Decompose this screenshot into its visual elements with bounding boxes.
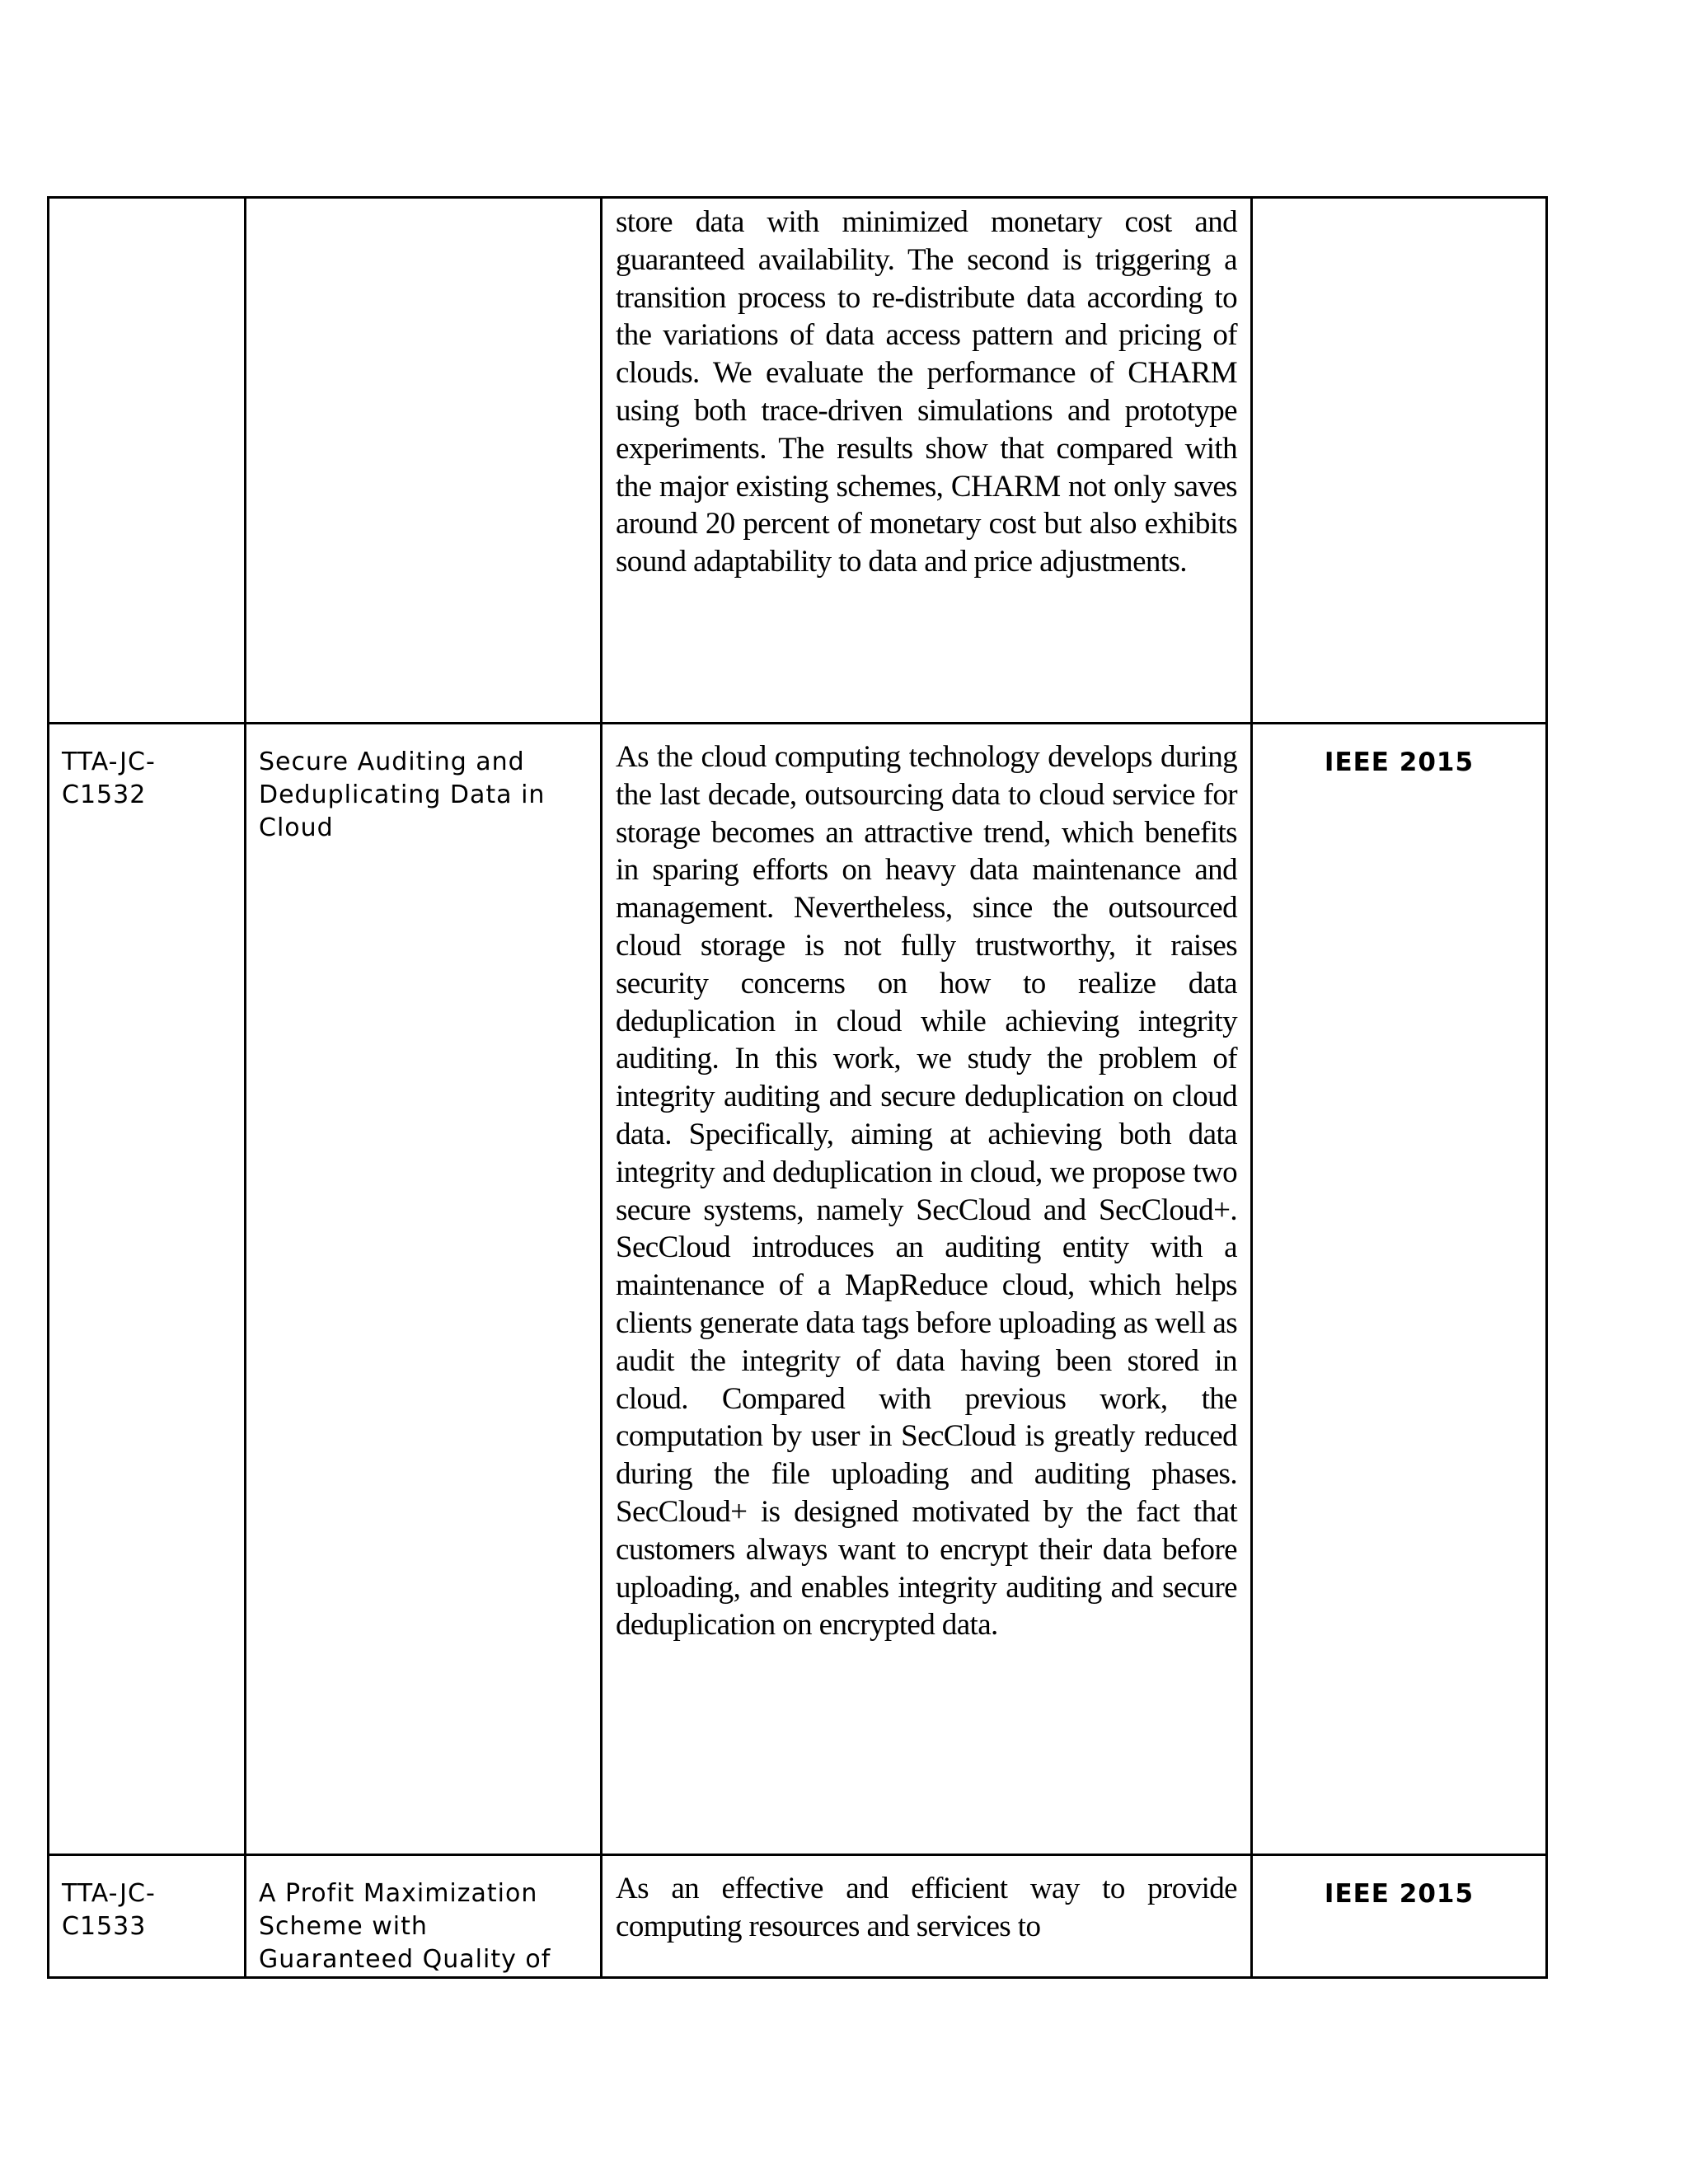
year-cell <box>1252 198 1547 724</box>
year-cell <box>1252 724 1547 1855</box>
project-code: TTA-JC-C1532 <box>62 748 156 809</box>
project-title: Secure Auditing and Deduplicating Data in Cloud <box>259 748 546 842</box>
project-code <box>49 199 244 220</box>
project-abstract: As the cloud computing technology develops during the last decade, outsourcing data to cloud service for storage becomes an attractive trend, which benefits in sparing efforts on heavy data maintenance and management. Nevertheless, since the outsourced cloud storage is not fully trustworthy, it raises security concerns on how to realize data deduplication in cloud while achieving integrity auditing. In this work, we study the problem of integrity auditing and secure deduplication on cloud data. Specifically, aiming at achieving both data integrity and deduplication in cloud, we propose two secure systems, namely SecCloud and SecCloud+. SecCloud introduces an auditing entity with a maintenance of a MapReduce cloud, which helps clients generate data tags before uploading as well as audit the integrity of data having been stored in cloud. Compared with previous work, the computation by user in SecCloud is greatly reduced during the file uploading and auditing phases. SecCloud+ is designed motivated by the fact that customers always want to encrypt their data before uploading, and enables integrity auditing and secure deduplication on encrypted data. <box>616 740 1237 1643</box>
table-row <box>49 724 1547 1855</box>
year-cell <box>1252 1855 1547 1978</box>
abstract-cell <box>602 198 1252 724</box>
projects-table <box>47 196 1548 1979</box>
code-cell <box>49 198 246 724</box>
title-cell <box>246 198 602 724</box>
project-abstract: store data with minimized monetary cost and guaranteed availability. The second is triggering a transition process to re-distribute data according to the variations of data access pattern and pricing of clouds. We evaluate the performance of CHARM using both trace-driven simulations and prototype experiments. The results show that compared with the major existing schemes, CHARM not only saves around 20 percent of monetary cost but also exhibits sound adaptability to data and price adjustments. <box>616 205 1237 579</box>
project-year: IEEE 2015 <box>1324 748 1475 777</box>
abstract-cell <box>602 724 1252 1855</box>
project-year: IEEE 2015 <box>1324 1879 1475 1909</box>
project-title: A Profit Maximization Scheme with Guaranteed Quality of <box>259 1879 551 1974</box>
code-cell <box>49 724 246 1855</box>
project-code: TTA-JC-C1533 <box>62 1879 156 1941</box>
project-abstract: As an effective and efficient way to provide computing resources and services to <box>616 1872 1237 1943</box>
abstract-cell <box>602 1855 1252 1978</box>
project-year <box>1253 199 1545 220</box>
title-cell <box>246 1855 602 1978</box>
code-cell <box>49 1855 246 1978</box>
project-title <box>246 199 600 220</box>
table-row <box>49 198 1547 724</box>
table-row <box>49 1855 1547 1978</box>
title-cell <box>246 724 602 1855</box>
